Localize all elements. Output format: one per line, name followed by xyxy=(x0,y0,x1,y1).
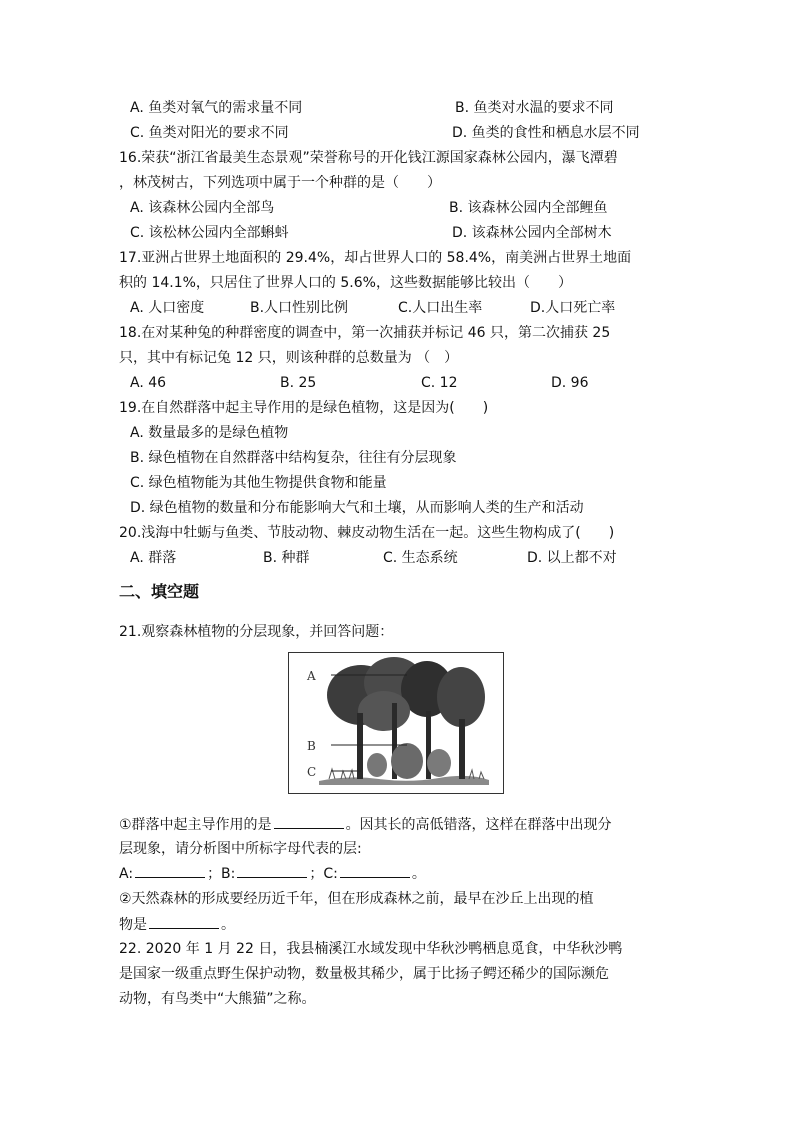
answer-blank-layer-b[interactable] xyxy=(237,864,307,878)
q17-option-c: C.人口出生率 xyxy=(398,300,483,316)
q20-option-d: D. 以上都不对 xyxy=(527,550,617,566)
section-heading-fill-in: 二、填空题 xyxy=(119,582,200,601)
q16-option-a: A. 该森林公园内全部鸟 xyxy=(130,200,275,216)
q19-stem-line1: 19.在自然群落中起主导作用的是绿色植物，这是因为( ) xyxy=(119,400,489,416)
shrub-1 xyxy=(391,743,423,779)
q21-part2-line1: ②天然森林的形成要经历近千年，但在形成森林之前，最早在沙丘上出现的植 xyxy=(119,891,594,907)
figure-label-a: A xyxy=(307,669,316,683)
q20-option-c: C. 生态系统 xyxy=(383,550,458,566)
layer-end-mark: 。 xyxy=(411,866,426,882)
q21-part2-prefix: 物是 xyxy=(119,917,147,933)
q20-stem-line1: 20.浅海中牡蛎与鱼类、节肢动物、棘皮动物生活在一起。这些生物构成了( ) xyxy=(119,525,615,541)
q15-option-c: C. 鱼类对阳光的要求不同 xyxy=(130,125,289,141)
answer-blank-dominant[interactable] xyxy=(274,815,344,829)
q17-option-b: B.人口性别比例 xyxy=(250,300,349,316)
q22-stem-line3: 动物，有鸟类中“大熊猫”之称。 xyxy=(119,991,316,1007)
q21-part1-prefix: ①群落中起主导作用的是 xyxy=(119,817,272,833)
layer-a-label: A: xyxy=(119,866,134,882)
figure-label-c: C xyxy=(307,765,317,779)
shrub-3 xyxy=(367,753,387,777)
forest-layering-figure xyxy=(288,652,504,794)
q22-stem-line1: 22. 2020 年 1 月 22 日，我县楠溪江水域发现中华秋沙鸭栖息觅食，中华秋沙鸭 xyxy=(119,941,623,957)
q16-stem-line1: 16.荣获“浙江省最美生态景观”荣誉称号的开化钱江源国家森林公园内，瀑飞潭碧 xyxy=(119,150,618,166)
layer-b-label: ；B: xyxy=(207,866,236,882)
answer-blank-layer-c[interactable] xyxy=(340,864,410,878)
tree-canopy-5 xyxy=(358,691,410,731)
q19-option-c: C. 绿色植物能为其他生物提供食物和能量 xyxy=(130,475,387,491)
q18-stem-line1: 18.在对某种兔的种群密度的调查中，第一次捕获并标记 46 只，第二次捕获 25 xyxy=(119,325,611,341)
tree-canopy-4 xyxy=(437,667,485,727)
q19-option-d: D. 绿色植物的数量和分布能影响大气和土壤，从而影响人类的生产和活动 xyxy=(130,500,584,516)
q18-stem-line2: 只，其中有标记兔 12 只，则该种群的总数量为 （ ） xyxy=(119,350,459,366)
q18-option-a: A. 46 xyxy=(130,375,167,391)
q21-part2-line2 xyxy=(119,915,235,934)
figure-label-b: B xyxy=(307,739,316,753)
q17-option-d: D.人口死亡率 xyxy=(530,300,616,316)
q20-option-b: B. 种群 xyxy=(263,550,310,566)
q18-option-d: D. 96 xyxy=(551,375,589,391)
q16-stem-line2: ，林茂树古，下列选项中属于一个种群的是（ ） xyxy=(119,175,441,191)
layer-c-label: ；C: xyxy=(309,866,338,882)
q15-option-b: B. 鱼类对水温的要求不同 xyxy=(455,100,614,116)
q19-option-b: B. 绿色植物在自然群落中结构复杂，往往有分层现象 xyxy=(130,450,457,466)
tree-trunk-1 xyxy=(357,713,363,779)
q19-option-a: A. 数量最多的是绿色植物 xyxy=(130,425,289,441)
forest-illustration xyxy=(289,653,503,793)
q16-option-d: D. 该森林公园内全部树木 xyxy=(452,225,612,241)
q18-option-b: B. 25 xyxy=(280,375,317,391)
q20-option-a: A. 群落 xyxy=(130,550,177,566)
q18-option-c: C. 12 xyxy=(421,375,458,391)
q21-part1-line1 xyxy=(119,815,612,834)
q21-part2-end: 。 xyxy=(221,917,235,933)
answer-blank-layer-a[interactable] xyxy=(135,864,205,878)
tree-trunk-4 xyxy=(459,719,465,779)
q21-part1-line2: 层现象，请分析图中所标字母代表的层: xyxy=(119,841,362,857)
q22-stem-line2: 是国家一级重点野生保护动物，数量极其稀少，属于比扬子鳄还稀少的国际濒危 xyxy=(119,966,609,982)
q17-stem-line2: 积的 14.1%，只居住了世界人口的 5.6%，这些数据能够比较出（ ） xyxy=(119,275,572,291)
q15-option-d: D. 鱼类的食性和栖息水层不同 xyxy=(452,125,640,141)
q21-stem-line1: 21.观察森林植物的分层现象，并回答问题： xyxy=(119,624,394,640)
shrub-2 xyxy=(427,749,451,777)
q16-option-c: C. 该松林公园内全部蝌蚪 xyxy=(130,225,289,241)
q21-layer-answers xyxy=(119,864,426,883)
q16-option-b: B. 该森林公园内全部鲤鱼 xyxy=(449,200,608,216)
q15-option-a: A. 鱼类对氧气的需求量不同 xyxy=(130,100,303,116)
answer-blank-pioneer-plant[interactable] xyxy=(149,915,219,929)
q21-part1-suffix: 。因其长的高低错落，这样在群落中出现分 xyxy=(345,817,612,833)
q17-stem-line1: 17.亚洲占世界土地面积的 29.4%，却占世界人口的 58.4%，南美洲占世界土地面 xyxy=(119,250,632,266)
q17-option-a: A. 人口密度 xyxy=(130,300,205,316)
